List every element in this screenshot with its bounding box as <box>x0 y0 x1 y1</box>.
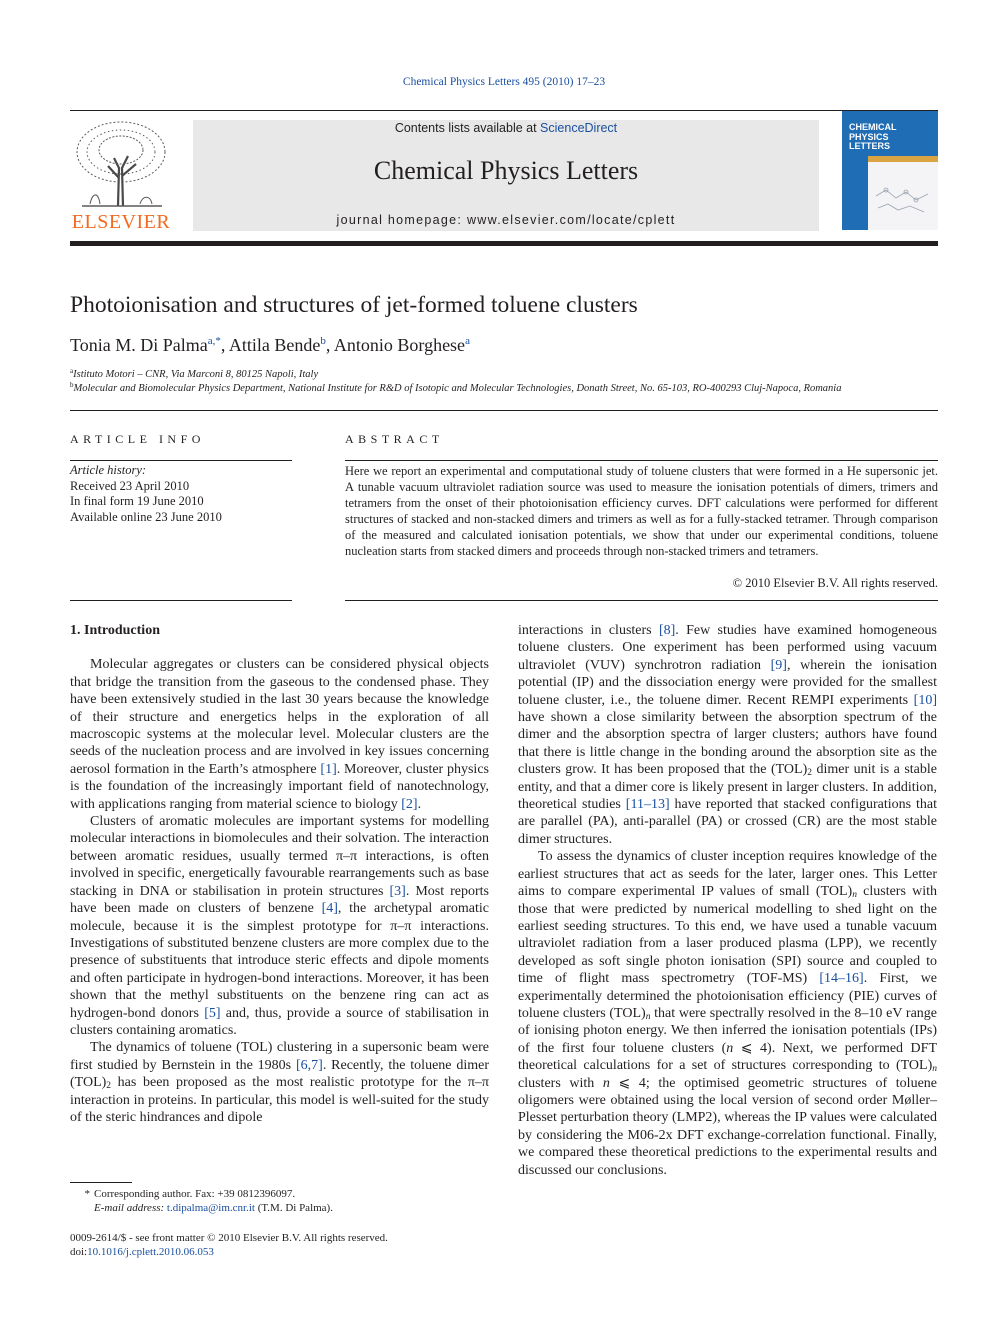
article-info-heading: ARTICLE INFO <box>70 432 205 446</box>
abstract-heading: ABSTRACT <box>345 432 444 446</box>
journal-homepage[interactable]: journal homepage: www.elsevier.com/locate/cplett <box>336 213 676 227</box>
article-history-label: Article history: <box>70 463 147 477</box>
body-paragraph: To assess the dynamics of cluster inception requires knowledge of the earliest structures that act as seeds for the later, larger ones. This Letter aims to compare experimental IP values of small $(TOL)_n$ clusters with those that were predicted by numerical modelling to shed light on the earliest seeding structures. To this end, we have used a tunable vacuum ultraviolet radiation from a laser produced plasma (LPP), we recently developed as soft single photon ionisation (SPI) source and coupled to time of flight mass spectrometry (TOF-MS) [14–16]. First, we experimentally determined the photoionisation efficiency (PIE) curves of toluene clusters $(TOL)_n$ that were spectrally resolved in the 8–10 eV range of ionising photon energy. We then inferred the ionisation potentials (IPs) of the first four toluene clusters (n ⩽ 4). Next, we performed DFT theoretical calculations for a set of structures corresponding to $(TOL)_n$ clusters with n ⩽ 4; the optimised geometric structures of toluene oligomers were obtained using the local version of second order Møller–Plesset perturbation theory (LMP2), whereas the IP values were calculated by considering the M06-2x DFT exchange-correlation functional. Finally, we compared these theoretical predictions to the experimental results and discussed our conclusions. <box>518 849 938 1178</box>
doi-link[interactable]: 10.1016/j.cplett.2010.06.053 <box>87 1246 214 1258</box>
author-name[interactable]: Attila Bende <box>228 335 321 355</box>
article-history <box>70 463 222 525</box>
email-label: E-mail address: <box>94 1202 165 1214</box>
cover-title <box>849 123 897 152</box>
article-title: Photoionisation and structures of jet-formed toluene clusters <box>70 292 638 318</box>
journal-cover-thumbnail <box>842 111 938 230</box>
citation-link[interactable]: [5] <box>204 1005 221 1021</box>
author-affiliation-mark[interactable]: b <box>320 335 326 347</box>
contents-prefix: Contents lists available at <box>394 121 541 135</box>
citation-link[interactable]: [10] <box>913 692 937 708</box>
journal-name: Chemical Physics Letters <box>373 156 639 185</box>
email-suffix: (T.M. Di Palma). <box>254 1202 333 1214</box>
citation-link[interactable]: [14–16] <box>819 971 864 987</box>
citation-link[interactable]: [4] <box>321 901 338 917</box>
corresponding-author-footnote <box>70 1187 333 1215</box>
citation-link[interactable]: [8] <box>658 623 676 638</box>
footnote-rule <box>70 1182 132 1183</box>
front-matter <box>70 1231 388 1259</box>
citation-link[interactable]: [9] <box>770 657 787 673</box>
elsevier-wordmark: ELSEVIER <box>71 211 171 233</box>
affiliation-text: Istituto Motori – CNR, Via Marconi 8, 80125 Napoli, Italy <box>73 369 319 380</box>
email-link[interactable]: t.dipalma@im.cnr.it <box>166 1202 255 1214</box>
author-affiliation-mark[interactable]: a,* <box>207 335 221 347</box>
citation-link[interactable]: [3] <box>389 883 406 899</box>
body-paragraph: The dynamics of toluene (TOL) clustering in a supersonic beam were first studied by Bernstein in the 1980s [6,7]. Recently, the toluene dimer $(TOL)_2$ has been proposed as the most realistic prototype for the π–π interaction in proteins. In particular, this model is well-suited for the study of the steric hindrances and dipole <box>70 1040 489 1125</box>
header-top-rule <box>70 110 938 111</box>
abstract-copyright: © 2010 Elsevier B.V. All rights reserved. <box>732 576 938 590</box>
affiliation <box>70 381 841 394</box>
author-list: Tonia M. Di Palma$^{a,*}$, Attila Bende$^b$, Antonio Borghese$^a$ <box>70 335 470 355</box>
cover-title-line: LETTERS <box>849 141 891 151</box>
history-entry: In final form 19 June 2010 <box>70 494 204 508</box>
header-bottom-rule <box>70 241 938 246</box>
citation-link[interactable]: [2] <box>401 796 418 812</box>
author-name[interactable]: Tonia M. Di Palma <box>70 335 208 355</box>
corresponding-author: Corresponding author. Fax: +39 0812396097. <box>94 1188 296 1200</box>
contents-availability <box>193 121 819 135</box>
body-paragraph: Clusters of aromatic molecules are important systems for modelling molecular interactions in biomolecules and their solvation. The interaction between aromatic residues, usually termed π–π interactions, is often involved in specific, energetically favourable rearrangements such as base stacking in DNA or stabilisation in protein structures [3]. Most reports have been made on clusters of benzene [4], the archetypal aromatic molecule, because it is the simplest prototype for π–π interactions. Investigations of substituted benzene clusters are more complex due to the presence of substituents that introduce steric effects and dipole moments and often participate in hydrogen-bond interactions. Moreover, it has been shown that the methyl substituents on the benzene ring can act as hydrogen-bond donors [5] and, thus, provide a source of stabilisation in clusters containing aromatics. <box>70 814 489 1038</box>
divider <box>70 410 938 411</box>
citation-link[interactable]: [6,7] <box>295 1057 323 1073</box>
issn-line: 0009-2614/$ - see front matter © 2010 Elsevier B.V. All rights reserved. <box>70 1232 388 1244</box>
body-paragraph: Molecular aggregates or clusters can be considered physical objects that bridge the transition from the gaseous to the condensed phase. They have been extensively studied in the last 30 years because the knowledge of their structure and energetics helps in the exploration of all macroscopic systems at the molecular level. Molecular clusters are the seeds of the nucleation process and are involved in key issues concerning aerosol formation in the Earth’s atmosphere [1]. Moreover, cluster physics is the foundation of the increasingly important field of nanotechnology, with applications ranging from material science to biology [2]. <box>70 657 489 812</box>
body-column-left <box>70 622 489 1126</box>
divider <box>345 600 938 601</box>
cover-artwork <box>868 156 938 230</box>
affiliation-mark: b <box>70 381 74 389</box>
citation-link[interactable]: [11–13] <box>625 797 670 813</box>
history-entry: Available online 23 June 2010 <box>70 509 222 524</box>
abstract-text: Here we report an experimental and computational study of toluene clusters that were formed in a He supersonic jet. A tunable vacuum ultraviolet radiation source was used to measure the ionisation potentials of dimers, trimers and tetramers from the onset of their photoionisation efficiency curves. DFT calculations were performed for different structures of stacked and non-stacked dimers and trimers as well as for a fully-stacked tetramer. Through comparison of the measured and calculated ionisation potentials, we show that under our experimental conditions, toluene nucleation starts from stacked dimers and proceeds through non-stacked trimers and tetramers. <box>345 464 938 559</box>
affiliation <box>70 367 318 380</box>
section-heading: 1. Introduction <box>70 623 160 638</box>
author-affiliation-mark[interactable]: a <box>465 335 470 347</box>
sciencedirect-link[interactable]: ScienceDirect <box>540 121 618 135</box>
author-name[interactable]: Antonio Borghese <box>333 335 466 355</box>
divider <box>70 600 292 601</box>
cover-title-line: PHYSICS <box>849 131 889 142</box>
body-column-right <box>518 622 937 1179</box>
journal-citation[interactable]: Chemical Physics Letters 495 (2010) 17–23 <box>402 76 606 88</box>
affiliation-mark: a <box>70 367 74 375</box>
affiliation-text: Molecular and Biomolecular Physics Department, National Institute for R&D of Isotopic and Molecular Technologies, Donath Street, No. 65-103, RO-400293 Cluj-Napoca, Romania <box>73 383 842 394</box>
body-paragraph: interactions in clusters [8]. Few studies have examined homogeneous toluene clusters. One experiment has been performed using vacuum ultraviolet (VUV) synchrotron radiation [9], wherein the ionisation potential (IP) and the dissociation energy were provided for the smallest toluene cluster, i.e., the toluene dimer. Recent REMPI experiments [10] have shown a close similarity between the absorption spectrum of the dimer and the absorption spectra of larger clusters; authors have found that there is little change in the bonding around the absorption site as the clusters grow. It has been proposed that the $(TOL)_2$ dimer unit is a stable entity, and that a dimer core is likely present in larger clusters. In addition, theoretical studies [11–13] have reported that stacked configurations that are parallel (PA), anti-parallel (PA) or crossed (CR) are the most stable dimer structures. <box>518 623 937 847</box>
divider <box>345 460 938 461</box>
divider <box>70 460 292 461</box>
doi-label: doi: <box>70 1246 88 1258</box>
cover-title-line: CHEMICAL <box>849 122 897 132</box>
history-entry: Received 23 April 2010 <box>70 478 190 493</box>
footnote-star: * <box>84 1188 90 1200</box>
citation-link[interactable]: [1] <box>320 761 337 777</box>
